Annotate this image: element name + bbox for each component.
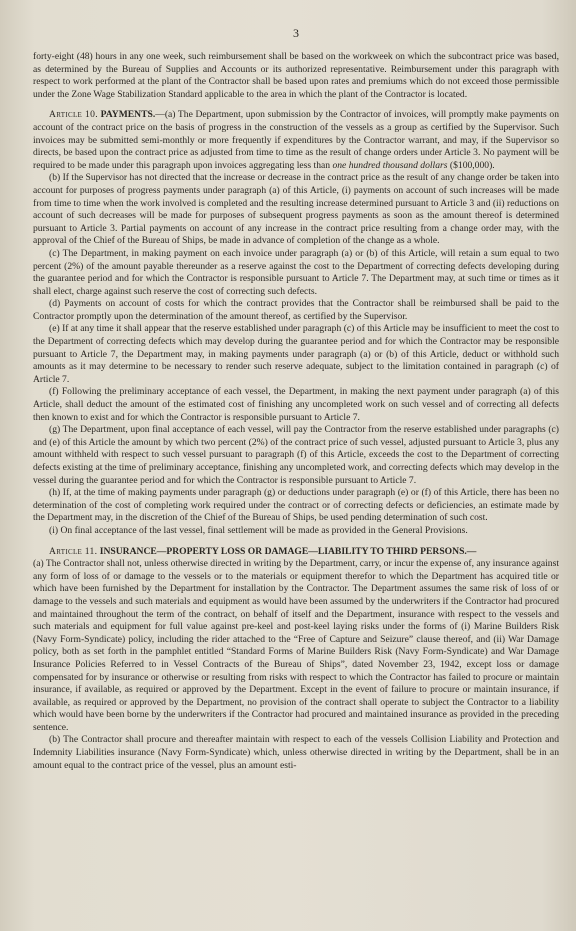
page-number: 3 [293, 26, 299, 40]
article-10-paragraph-g: (g) The Department, upon final acceptance of each vessel, will pay the Contractor from the reserve established under paragraphs (c) and (e) of this Article the amount by which two percent (2%) of the contract price of such vessel, adjusted pursuant to Article 3, plus any amount withheld with respect to such vessel pursuant to paragraph (f) of this Article, exceeds the cost to the Department of correcting defects existing at the time of preliminary acceptance, finishing any uncompleted work, and correcting defects which may develop in the vessel during the guarantee period and for which the Contractor is responsible pursuant to Article 7. [33, 424, 559, 486]
section-spacer [33, 538, 559, 546]
article-11-heading-line [33, 546, 559, 559]
article-10-paragraph-f: (f) Following the preliminary acceptance of each vessel, the Department, in making the next payment under paragraph (a) of this Article, shall deduct the amount of the estimated cost of finishing any uncompleted work on such vessel and of correcting all defects then known to exist and for which the Contractor is responsible pursuant to Article 7. [33, 386, 559, 423]
article-11-paragraph-a: (a) The Contractor shall not, unless otherwise directed in writing by the Department, carry, or incur the expense of, any insurance against any form of loss of or damage to the vessels or to the materials or equipment therefor to which the Department has acquired title or which have been furnished by the Department for installation by the Contractor. The Department assumes the same risk of loss of or damage to the vessels and such materials and equipment as would have been assumed by the underwriters if the Contractor had procured and maintained throughout the term of the contract, on behalf of itself and the Department, insurance with respect to the vessels and such materials and equipment for full value against pre-keel and post-keel laying risks under the forms of (i) Marine Builders Risk (Navy Form-Syndicate) policy, including the rider attached to the “Free of Capture and Seizure” clause thereof, and (ii) War Damage policy, both as set forth in the pamphlet entitled “Standard Forms of Marine Builders Risk (Navy Form-Syndicate) and War Damage Insurance Policies Referred to in Vessel Contracts of the Bureau of Ships”, dated November 23, 1942, except loss or damage compensated for by insurance or otherwise or resulting from risks with respect to which the Contractor has failed to procure or maintain insurance, if available, as required or approved by the Department. Except in the event of failure to procure or maintain insurance, if available, as required or approved by the Department, no provision of the contract shall operate to subject the Contractor to a liability which would have been borne by the underwriters if the Contractor had procured and maintained insurance as provided in the preceding sentence. [33, 558, 559, 733]
article-10-a-amount: one hundred thousand dollars [332, 159, 448, 171]
article-10-heading: Article 10. [49, 109, 98, 121]
article-10-a-text: —(a) The Department, upon submission by the Contractor of invoices, will promptly make payments on account of the contract price on the basis of progress in the construction of the vessels as a group as certified by the Supervisor. Such invoices may be submitted semi-monthly or more frequently if expenditures by the Contractor warrant, and may, if the Supervisor so directs, be based upon the contract price as adjusted from time to time as the result of change orders under Article 3. No payment will be required to be made under this paragraph upon invoices aggregating less than [33, 109, 559, 171]
article-11-paragraph-b: (b) The Contractor shall procure and thereafter maintain with respect to each of the vessels Collision Liability and Protection and Indemnity Liabilities insurance (Navy Form-Syndicate) which, unless otherwise directed in writing by the Department, shall be in an amount equal to the contract price of the vessel, plus an amount esti- [33, 734, 559, 771]
article-10-title: PAYMENTS. [100, 109, 156, 121]
article-10-paragraph-e: (e) If at any time it shall appear that the reserve established under paragraph (c) of this Article may be insufficient to meet the cost to the Department of correcting defects which may develop during the guarantee period and for which the Contractor may be responsible pursuant to Article 7, the Department may, in making payments under paragraph (a) or (b) of this Article, deduct or withhold such amounts as it may determine to be necessary to render such reserve adequate, subject to the limitation contained in paragraph (c) of Article 7. [33, 323, 559, 385]
article-10-paragraph-b: (b) If the Supervisor has not directed that the increase or decrease in the contract price as the result of any change order be taken into account for purposes of progress payments under paragraph (a) of this Article, (i) payments on account of such increases will be made from time to time when the work involved is completed and the resulting increase determined pursuant to Article 3 and (ii) reductions on account of such decreases will be made for purposes of subsequent progress payments as soon as the amount thereof is determined pursuant to Article 3. Partial payments on account of any increase in the contract price resulting from a change order may, with the approval of the Chief of the Bureau of Ships, be made in advance of completion of the change as a whole. [33, 172, 559, 247]
article-10-paragraph-h: (h) If, at the time of making payments under paragraph (g) or deductions under paragraph (e) or (f) of this Article, there has been no determination of the cost of completing work required under the contract or of correcting defects or deficiencies, an estimate made by the Department may, in the discretion of the Chief of the Bureau of Ships, be used pending determination of such cost. [33, 487, 559, 524]
article-10-paragraph-a [33, 109, 559, 172]
section-spacer [33, 101, 559, 109]
article-10-paragraph-c: (c) The Department, in making payment on each invoice under paragraph (a) or (b) of this Article, will retain a sum equal to two percent (2%) of the amount payable thereunder as a reserve against the cost to the Department of correcting defects developing during the guarantee period and for which the Contractor is responsible pursuant to Article 7. The Department may, at such time or times as it shall elect, charge against such reserve the cost of correcting such defects. [33, 247, 559, 297]
article-11-heading: Article 11. [49, 545, 98, 557]
article-10-a-amount-figure: ($100,000). [449, 159, 495, 171]
article-10-paragraph-d: (d) Payments on account of costs for which the contract provides that the Contractor shall be reimbursed shall be paid to the Contractor promptly upon the determination of the amount thereof, as certified by the Supervisor. [33, 298, 559, 322]
article-10-paragraph-i: (i) On final acceptance of the last vessel, final settlement will be made as provided in the General Provisions. [49, 524, 468, 536]
continued-paragraph: forty-eight (48) hours in any one week, such reimbursement shall be based on the workweek on which the subcontract price was based, as determined by the Bureau of Supplies and Accounts or its authorized representative. Reimbursement under this paragraph with respect to work performed at the plant of the Contractor shall be based upon rates and premiums which do not exceed those permissible under the Zone Wage Stabilization Standard applicable to the area in which the plant of the Contractor is located. [33, 51, 559, 100]
article-11-title: INSURANCE—PROPERTY LOSS OR DAMAGE—LIABILITY TO THIRD PERSONS.— [99, 545, 477, 557]
